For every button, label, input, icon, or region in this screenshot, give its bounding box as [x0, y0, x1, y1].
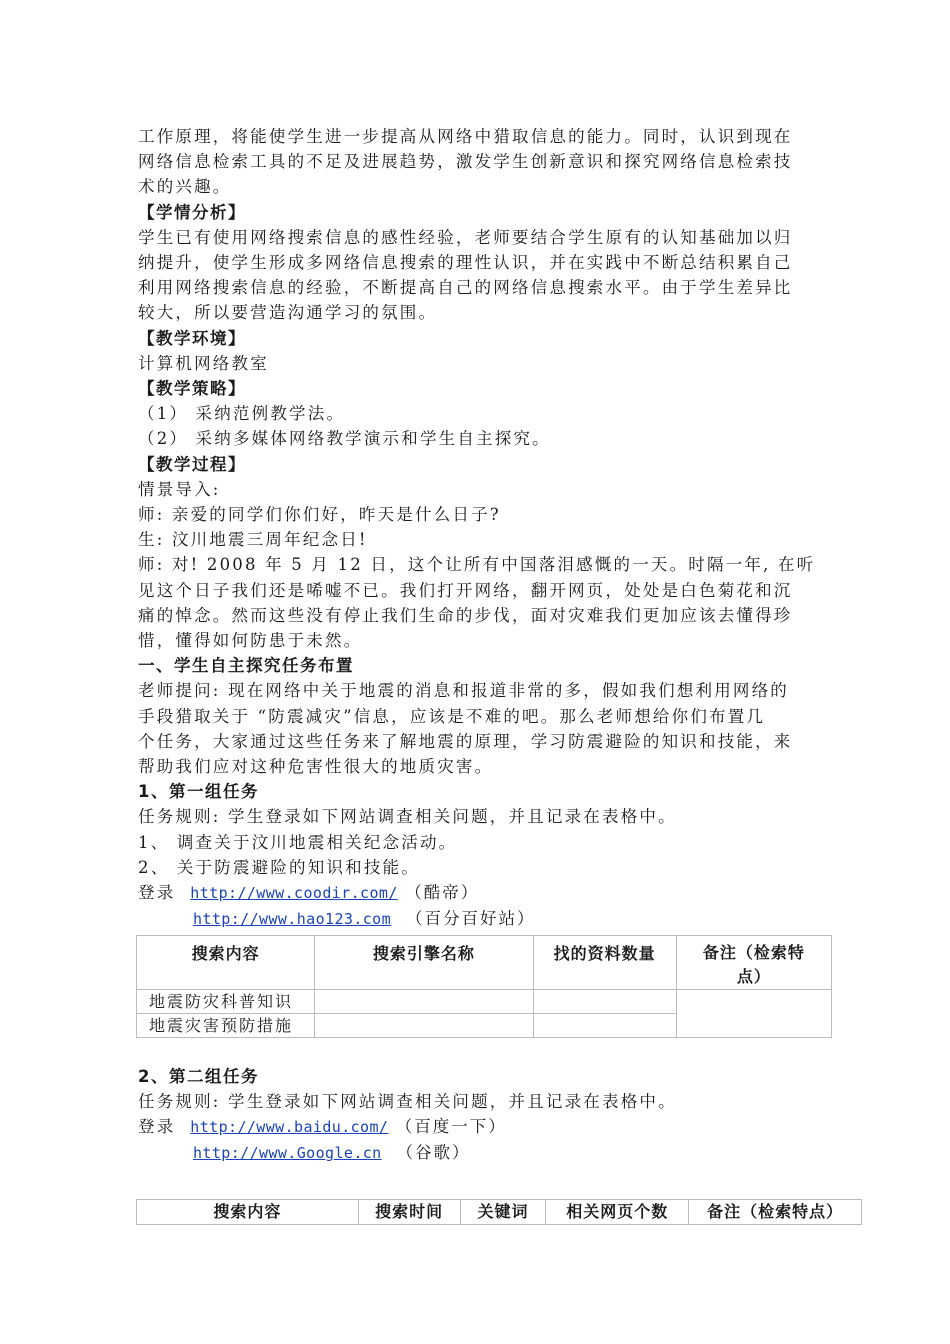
login-line: [138, 1140, 828, 1166]
login-line: [138, 906, 828, 932]
text-line: 工作原理，将能使学生进一步提高从网络中猎取信息的能力。同时，认识到现在: [138, 127, 793, 146]
table-cell: 地震灾害预防措施: [137, 1013, 315, 1037]
process-paragraph: [138, 477, 828, 653]
table-header-cell: 找的资料数量: [533, 935, 676, 989]
text-line: 手段猎取关于 “防震减灾”信息，应该是不难的吧。那么老师想给你们布置几: [138, 706, 766, 726]
table-header-cell: 相关网页个数: [546, 1200, 689, 1225]
group2-table: [136, 1199, 862, 1225]
text-line: 个任务，大家通过这些任务来了解地震的原理，学习防震避险的知识和技能，来: [138, 731, 793, 751]
section-heading-process: 【教学过程】: [138, 454, 246, 474]
group1-heading: 1、第一组任务: [138, 782, 259, 802]
group1-table: [136, 935, 832, 1038]
text-line: 较大，所以要营造沟通学习的氛围。: [138, 303, 438, 323]
table-header-row: [137, 1200, 862, 1225]
table-header-cell: 备注（检索特点）: [689, 1200, 862, 1225]
text-line: 惜，懂得如何防患于未然。: [138, 631, 363, 651]
login-line: [138, 880, 828, 906]
table-header-cell: 搜索时间: [358, 1200, 460, 1225]
text-line: 任务规则: 学生登录如下网站调查相关问题，并且记录在表格中。: [138, 1091, 677, 1111]
table-header-cell: 搜索内容: [137, 935, 315, 989]
table-cell-merged[interactable]: [676, 989, 831, 1037]
text-line: 见这个日子我们还是唏嘘不已。我们打开网络，翻开网页，处处是白色菊花和沉: [138, 580, 793, 600]
table-cell[interactable]: [533, 1013, 676, 1037]
document-page: [138, 124, 844, 1225]
site-name: （百分百好站）: [405, 909, 536, 929]
strategy-item: （2） 采纳多媒体网络教学演示和学生自主探究。: [138, 429, 551, 449]
login-label: 登录: [138, 883, 176, 903]
link-coodir[interactable]: http://www.coodir.com/: [190, 884, 398, 903]
login-label: 登录: [138, 1116, 176, 1136]
text-line: 计算机网络教室: [138, 353, 269, 373]
table-header-cell: 备注（检索特 点）: [676, 935, 831, 989]
text-line: 1、 调查关于汶川地震相关纪念活动。: [138, 832, 458, 852]
table-cell: 地震防灾科普知识: [137, 989, 315, 1013]
site-name: （谷歌）: [396, 1143, 471, 1163]
login-line: [138, 1114, 828, 1140]
text-line: 纳提升，使学生形成多网络信息搜索的理性认识，并在实践中不断总结积累自己: [138, 253, 793, 273]
text-line: 帮助我们应对这种危害性很大的地质灾害。: [138, 757, 494, 777]
text-line: 利用网络搜索信息的经验，不断提高自己的网络信息搜索水平。由于学生差异比: [138, 278, 793, 298]
table-header-cell: 关键词: [460, 1200, 546, 1225]
section-heading-learning: 【学情分析】: [138, 202, 246, 222]
text-line: 生: 汶川地震三周年纪念日!: [138, 530, 368, 550]
task-paragraph: [138, 678, 828, 779]
table-header-cell: 搜索引擎名称: [315, 935, 533, 989]
link-google[interactable]: http://www.Google.cn: [193, 1144, 382, 1163]
table-cell[interactable]: [533, 989, 676, 1013]
site-name: （酷帝）: [405, 883, 480, 903]
site-name: （百度一下）: [395, 1116, 507, 1136]
text-line: 任务规则: 学生登录如下网站调查相关问题，并且记录在表格中。: [138, 807, 677, 827]
text-line: 2、 关于防震避险的知识和技能。: [138, 857, 420, 877]
strategy-item: （1） 采纳范例教学法。: [138, 404, 346, 424]
table-header-row: [137, 935, 832, 989]
link-hao123[interactable]: http://www.hao123.com: [193, 910, 392, 929]
group2-heading: 2、第二组任务: [138, 1066, 259, 1086]
table-cell[interactable]: [315, 1013, 533, 1037]
text-line: 情景导入:: [138, 479, 221, 499]
text-line: 痛的悼念。然而这些没有停止我们生命的步伐，面对灾难我们更加应该去懂得珍: [138, 605, 793, 625]
table-row: [137, 989, 832, 1013]
link-baidu[interactable]: http://www.baidu.com/: [190, 1117, 389, 1136]
text-line: 网络信息检索工具的不足及进展趋势，激发学生创新意识和探究网络信息检索技: [138, 152, 793, 172]
text-line: 师: 对! 2008 年 5 月 12 日，这个让所有中国落泪感慨的一天。时隔一年, 在听: [138, 555, 816, 575]
table-header-cell: 搜索内容: [137, 1200, 359, 1225]
section-heading-environment: 【教学环境】: [138, 328, 246, 348]
learning-paragraph: [138, 225, 828, 326]
text-line: 术的兴趣。: [138, 177, 232, 197]
text-line: 老师提问: 现在网络中关于地震的消息和报道非常的多，假如我们想利用网络的: [138, 681, 790, 701]
section-heading-strategy: 【教学策略】: [138, 379, 246, 399]
table-cell[interactable]: [315, 989, 533, 1013]
section-heading-task: 一、学生自主探究任务布置: [138, 656, 354, 676]
intro-paragraph: [138, 124, 828, 200]
text-line: 学生已有使用网络搜索信息的感性经验，老师要结合学生原有的认知基础加以归: [138, 227, 793, 247]
text-line: 师: 亲爱的同学们你们好，昨天是什么日子?: [138, 505, 501, 525]
